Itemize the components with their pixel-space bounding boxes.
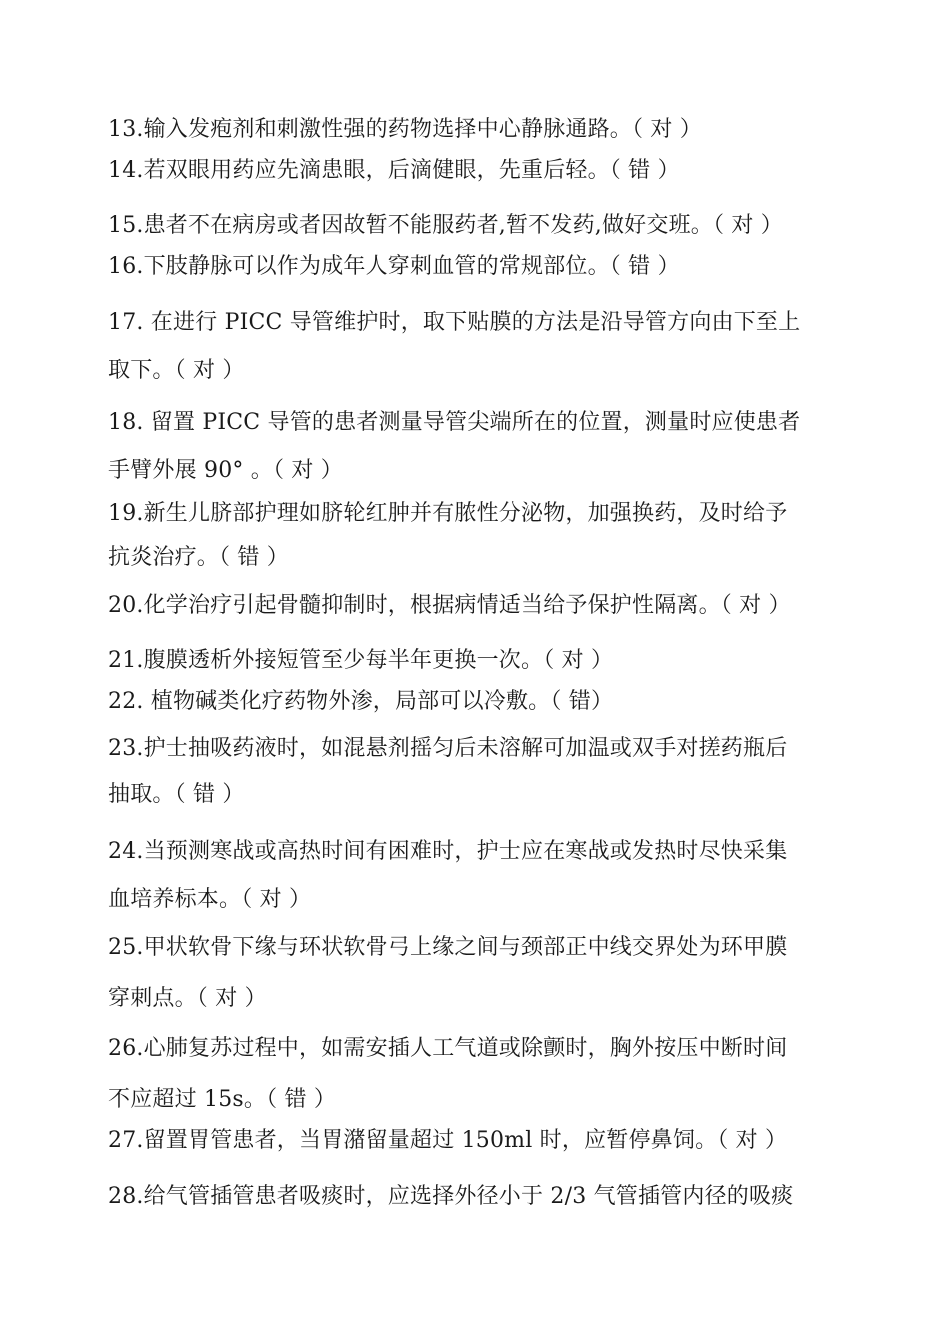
question-19-line2: 抗炎治疗。（ 错 ） (108, 545, 289, 570)
question-24-line1: 24.当预测寒战或高热时间有困难时，护士应在寒战或发热时尽快采集 (108, 839, 788, 864)
question-26-line2: 不应超过 15s。（ 错 ） (108, 1087, 337, 1112)
question-15: 15.患者不在病房或者因故暂不能服药者,暂不发药,做好交班。（ 对 ） (108, 213, 783, 238)
question-20: 20.化学治疗引起骨髓抑制时，根据病情适当给予保护性隔离。（ 对 ） (108, 593, 791, 618)
question-23-line2: 抽取。（ 错 ） (108, 782, 245, 807)
question-22: 22. 植物碱类化疗药物外渗，局部可以冷敷。（ 错） (108, 689, 614, 714)
question-24-line2: 血培养标本。（ 对 ） (108, 887, 312, 912)
question-25-line1: 25.甲状软骨下缘与环状软骨弓上缘之间与颈部正中线交界处为环甲膜 (108, 935, 788, 960)
question-25-line2: 穿刺点。（ 对 ） (108, 986, 267, 1011)
question-17-line2: 取下。（ 对 ） (108, 358, 245, 383)
question-28-line1: 28.给气管插管患者吸痰时，应选择外径小于 2/3 气管插管内径的吸痰 (108, 1184, 794, 1209)
question-23-line1: 23.护士抽吸药液时，如混悬剂摇匀后未溶解可加温或双手对搓药瓶后 (108, 736, 788, 761)
question-19-line1: 19.新生儿脐部护理如脐轮红肿并有脓性分泌物，加强换药，及时给予 (108, 501, 788, 526)
question-13: 13.输入发疱剂和刺激性强的药物选择中心静脉通路。（ 对 ） (108, 117, 702, 142)
question-18-line1: 18. 留置 PICC 导管的患者测量导管尖端所在的位置，测量时应使患者 (108, 410, 801, 435)
question-14: 14.若双眼用药应先滴患眼，后滴健眼，先重后轻。（ 错 ） (108, 158, 680, 183)
question-17-line1: 17. 在进行 PICC 导管维护时，取下贴膜的方法是沿导管方向由下至上 (108, 310, 801, 335)
question-18-line2: 手臂外展 90° 。（ 对 ） (108, 458, 343, 483)
question-16: 16.下肢静脉可以作为成年人穿刺血管的常规部位。（ 错 ） (108, 254, 680, 279)
question-21: 21.腹膜透析外接短管至少每半年更换一次。（ 对 ） (108, 648, 614, 673)
question-27: 27.留置胃管患者，当胃潴留量超过 150ml 时，应暂停鼻饲。（ 对 ） (108, 1128, 788, 1153)
question-26-line1: 26.心肺复苏过程中，如需安插人工气道或除颤时，胸外按压中断时间 (108, 1036, 788, 1061)
